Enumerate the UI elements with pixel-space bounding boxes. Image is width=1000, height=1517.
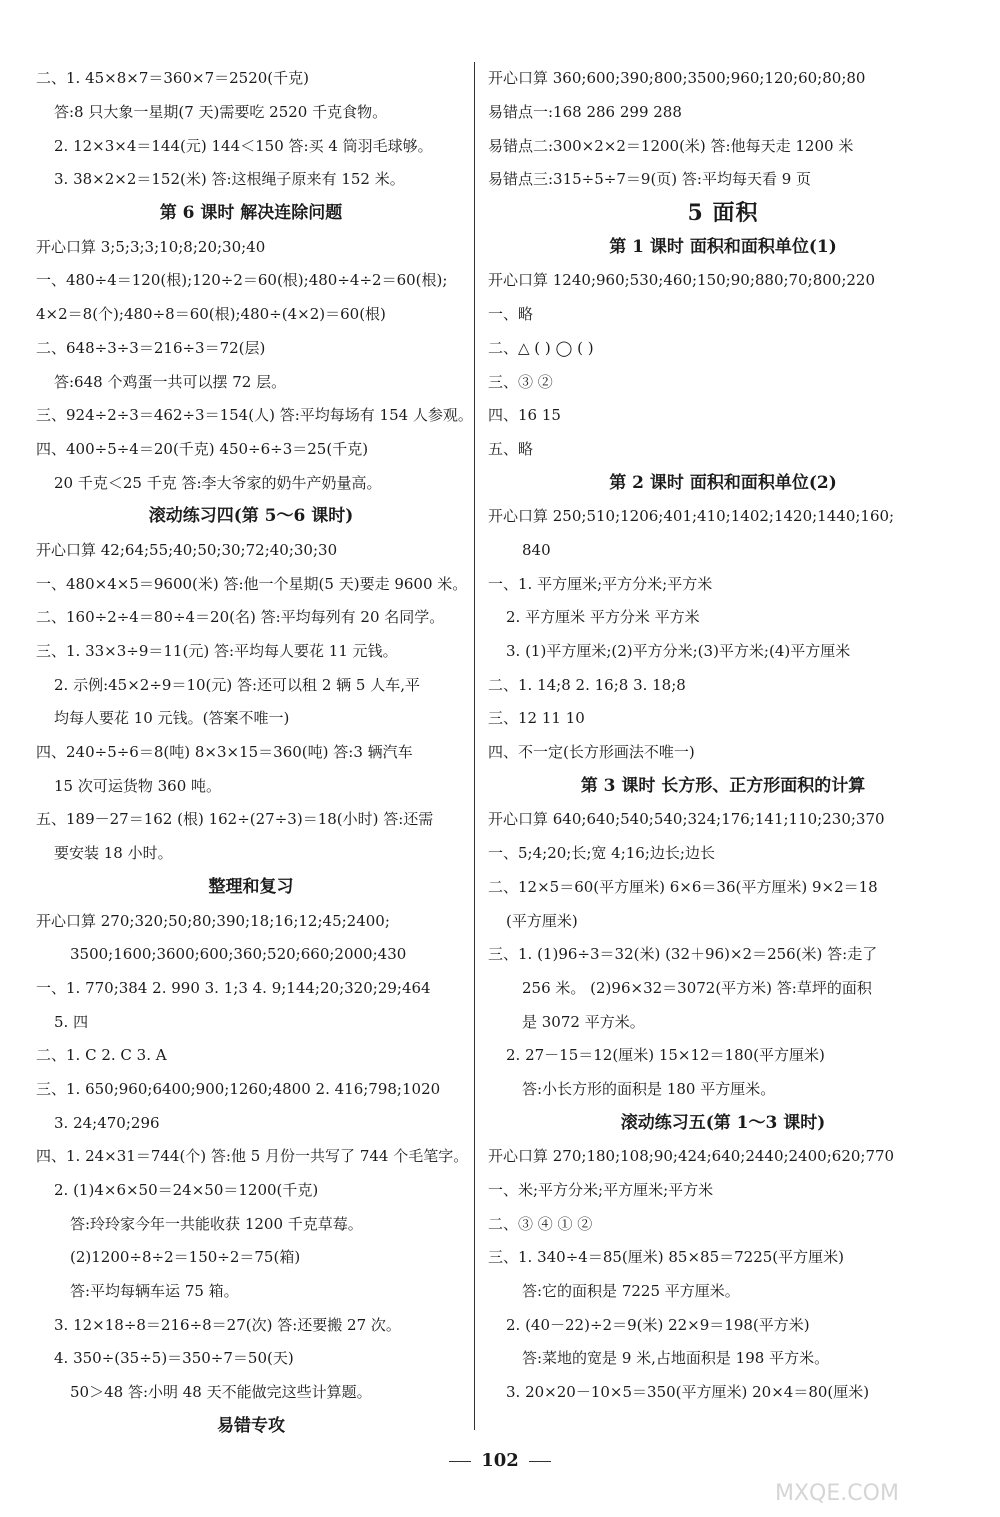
answer-line: 3. 38×2×2＝152(米) 答:这根绳子原来有 152 米。 [54,170,405,189]
answer-line: 开心口算 42;64;55;40;50;30;72;40;30;30 [36,540,338,559]
right-column [488,62,958,1410]
answer-line: 三、924÷2÷3＝462÷3＝154(人) 答:平均每场有 154 人参观。 [36,406,473,425]
answer-line: 一、米;平方分米;平方厘米;平方米 [488,1181,714,1200]
watermark-logo [765,1430,985,1510]
answer-line: 三、1. 340÷4＝85(厘米) 85×85＝7225(平方厘米) [488,1248,845,1267]
answer-line: 2. 12×3×4＝144(元) 144＜150 答:买 4 筒羽毛球够。 [54,136,433,155]
column-divider [474,62,475,1430]
answer-line: 三、1. 650;960;6400;900;1260;4800 2. 416;798;1020 [36,1079,441,1098]
answer-line: 易错点一:168 286 299 288 [488,103,682,122]
answer-line: 易错点三:315÷5÷7＝9(页) 答:平均每天看 9 页 [488,170,812,189]
answer-line: 答:平均每辆车运 75 箱。 [70,1282,239,1301]
answer-line: 2. 平方厘米 平方分米 平方米 [506,608,700,627]
answer-line: 一、略 [488,305,534,324]
section-heading: 第 2 课时 面积和面积单位(2) [609,472,837,493]
footer-dash-right [529,1461,551,1462]
answer-line: 2. 27－15＝12(厘米) 15×12＝180(平方厘米) [506,1046,825,1065]
answer-line: 256 米。 (2)96×32＝3072(平方米) 答:草坪的面积 [522,978,872,997]
section-heading: 滚动练习五(第 1～3 课时) [620,1112,826,1133]
answer-line: 三、12 11 10 [488,709,585,728]
answer-line: 易错点二:300×2×2＝1200(米) 答:他每天走 1200 米 [488,136,854,155]
answer-line: 20 千克＜25 千克 答:李大爷家的奶牛产奶量高。 [54,473,382,492]
watermark-text: MXQE.COM [775,1481,899,1506]
section-heading: 滚动练习四(第 5～6 课时) [148,506,354,527]
answer-line: 二、③ ④ ① ② [488,1214,593,1233]
section-heading: 第 3 课时 长方形、正方形面积的计算 [580,775,866,796]
answer-line: 答:648 个鸡蛋一共可以摆 72 层。 [54,372,287,391]
answer-line: (平方厘米) [506,911,578,930]
answer-line: 15 次可运货物 360 吨。 [54,776,222,795]
section-heading: 整理和复习 [208,876,294,897]
footer-dash-left [449,1461,471,1462]
answer-line: 4. 350÷(35÷5)＝350÷7＝50(天) [54,1349,294,1368]
answer-line: (2)1200÷8÷2＝150÷2＝75(箱) [70,1248,301,1267]
answer-line: 三、1. 33×3÷9＝11(元) 答:平均每人要花 11 元钱。 [36,642,398,661]
answer-line: 四、400÷5÷4＝20(千克) 450÷6÷3＝25(千克) [36,439,369,458]
answer-line: 五、189－27＝162 (根) 162÷(27÷3)＝18(小时) 答:还需 [36,810,434,829]
answer-line: 一、5;4;20;长;宽 4;16;边长;边长 [488,844,715,863]
answer-line: 3. (1)平方厘米;(2)平方分米;(3)平方米;(4)平方厘米 [506,642,851,661]
answer-line: 答:8 只大象一星期(7 天)需要吃 2520 千克食物。 [54,103,388,122]
answer-line: 5. 四 [54,1012,89,1031]
answer-line: 2. 示例:45×2÷9＝10(元) 答:还可以租 2 辆 5 人车,平 [54,675,420,694]
answer-line: 一、1. 770;384 2. 990 3. 1;3 4. 9;144;20;320;29;464 [36,978,431,997]
left-column [36,62,473,1443]
answer-line: 二、648÷3÷3＝216÷3＝72(层) [36,338,266,357]
section-heading: 5 面积 [687,200,759,227]
section-heading: 易错专攻 [217,1415,285,1436]
answer-line: 3500;1600;3600;600;360;520;660;2000;430 [70,945,407,964]
answer-line: 二、1. 45×8×7＝360×7＝2520(千克) [36,69,310,88]
answer-line: 开心口算 360;600;390;800;3500;960;120;60;80;80 [488,69,866,88]
answer-line: 开心口算 270;180;108;90;424;640;2440;2400;620;770 [488,1147,895,1166]
answer-line: 三、1. (1)96÷3＝32(米) (32＋96)×2＝256(米) 答:走了 [488,945,878,964]
answer-line: 二、160÷2÷4＝80÷4＝20(名) 答:平均每列有 20 名同学。 [36,608,445,627]
answer-line: 3. 24;470;296 [54,1113,160,1132]
answer-line: 一、1. 平方厘米;平方分米;平方米 [488,574,713,593]
answer-line: 开心口算 640;640;540;540;324;176;141;110;230;370 [488,810,885,829]
answer-line: 3. 20×20－10×5＝350(平方厘米) 20×4＝80(厘米) [506,1383,870,1402]
section-heading: 第 6 课时 解决连除问题 [159,203,343,224]
answer-line: 一、480×4×5＝9600(米) 答:他一个星期(5 天)要走 9600 米。 [36,574,468,593]
answer-line: 840 [522,540,551,559]
answer-line: 四、16 15 [488,406,561,425]
answer-line: 3. 12×18÷8＝216÷8＝27(次) 答:还要搬 27 次。 [54,1315,401,1334]
page-number: 102 [481,1450,519,1471]
answer-line: 4×2＝8(个);480÷8＝60(根);480÷(4×2)＝60(根) [36,305,386,324]
answer-line: 三、③ ② [488,372,553,391]
answer-line: 2. (1)4×6×50＝24×50＝1200(千克) [54,1181,319,1200]
answer-line: 开心口算 250;510;1206;401;410;1402;1420;1440;160; [488,507,895,526]
section-heading: 第 1 课时 面积和面积单位(1) [609,236,837,257]
answer-line: 二、△ ( ) ◯ ( ) [488,338,594,357]
answer-line: 50＞48 答:小明 48 天不能做完这些计算题。 [70,1383,372,1402]
answer-line: 二、1. C 2. C 3. A [36,1046,167,1065]
answer-line: 五、略 [488,439,534,458]
answer-line: 答:玲玲家今年一共能收获 1200 千克草莓。 [70,1214,363,1233]
answer-line: 答:小长方形的面积是 180 平方厘米。 [522,1079,776,1098]
answer-line: 答:菜地的宽是 9 米,占地面积是 198 平方米。 [522,1349,830,1368]
answer-line: 四、1. 24×31＝744(个) 答:他 5 月份一共写了 744 个毛笔字。 [36,1147,469,1166]
answer-line: 二、12×5＝60(平方厘米) 6×6＝36(平方厘米) 9×2＝18 [488,877,878,896]
answer-line: 四、240÷5÷6＝8(吨) 8×3×15＝360(吨) 答:3 辆汽车 [36,743,413,762]
answer-line: 一、480÷4＝120(根);120÷2＝60(根);480÷4÷2＝60(根); [36,271,448,290]
answer-line: 答:它的面积是 7225 平方厘米。 [522,1282,740,1301]
answer-line: 开心口算 270;320;50;80;390;18;16;12;45;2400; [36,911,390,930]
answer-line: 四、不一定(长方形画法不唯一) [488,743,695,762]
answer-line: 二、1. 14;8 2. 16;8 3. 18;8 [488,675,686,694]
answer-line: 开心口算 3;5;3;3;10;8;20;30;40 [36,237,266,256]
answer-line: 均每人要花 10 元钱。(答案不唯一) [54,709,290,728]
answer-line: 2. (40－22)÷2＝9(米) 22×9＝198(平方米) [506,1315,810,1334]
answer-line: 开心口算 1240;960;530;460;150;90;880;70;800;220 [488,271,876,290]
answer-line: 是 3072 平方米。 [522,1012,645,1031]
answer-line: 要安装 18 小时。 [54,844,173,863]
